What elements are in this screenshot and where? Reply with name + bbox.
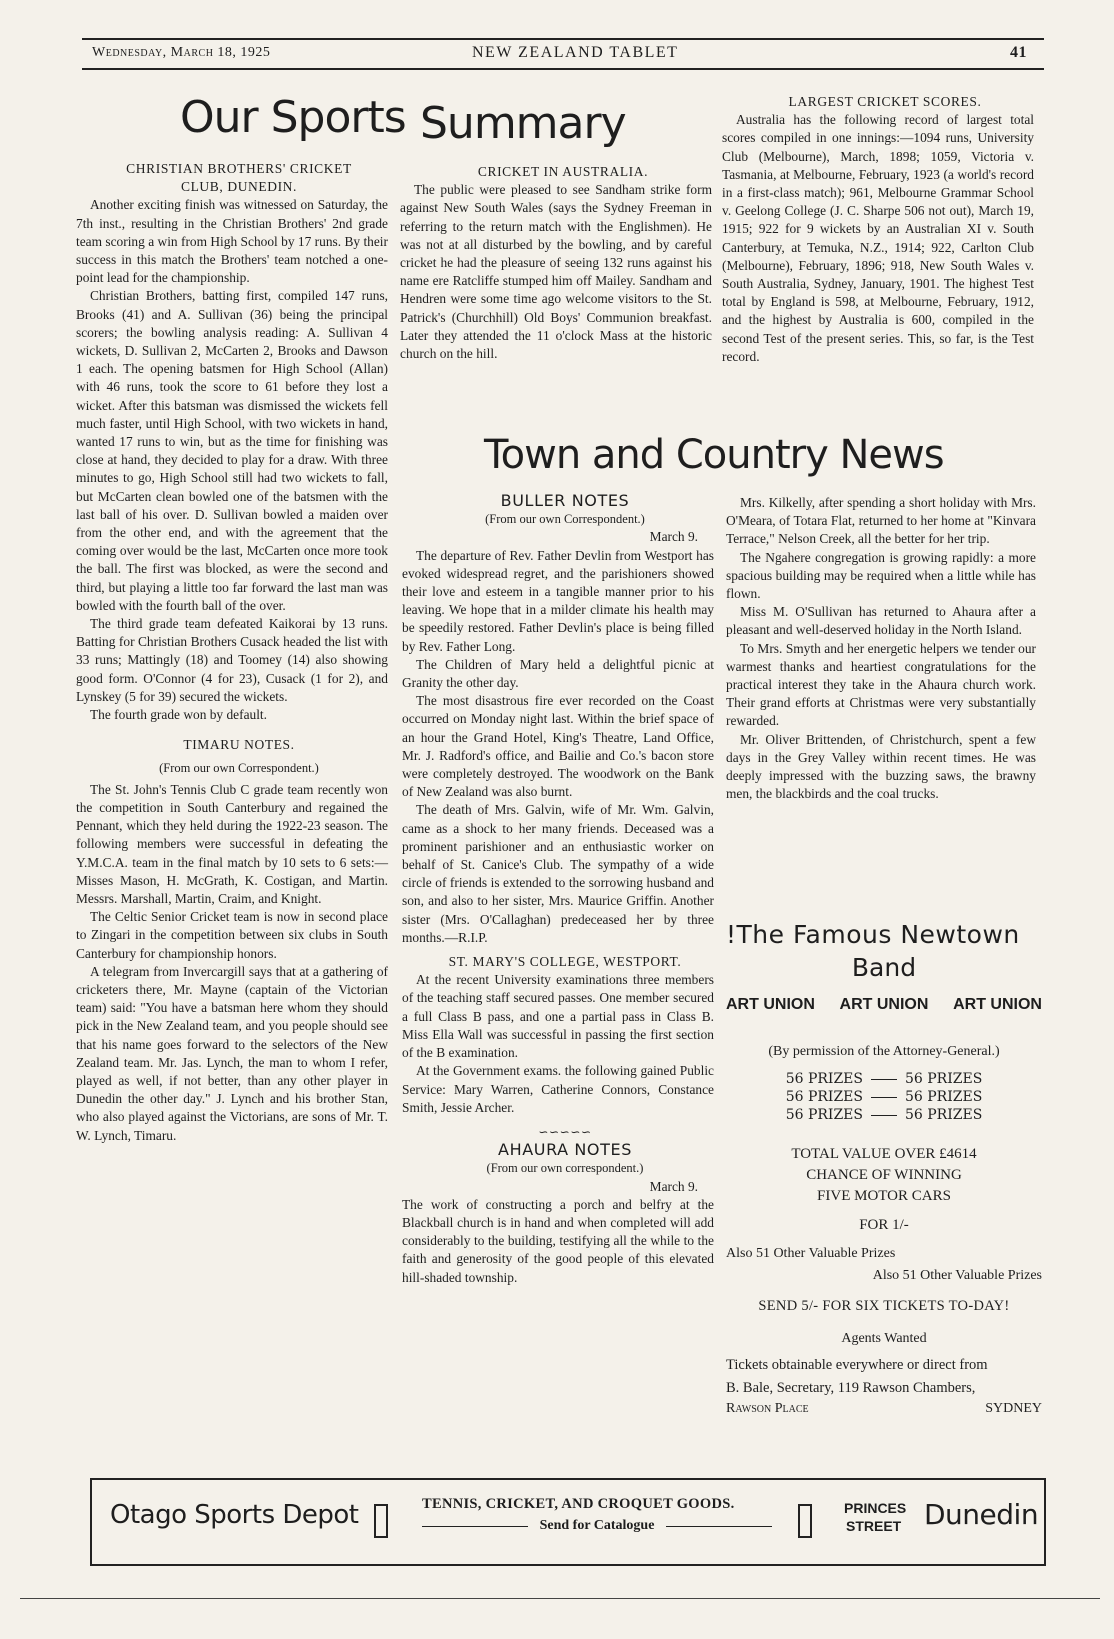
cbcc-para: The third grade team defeated Kaikorai by 13 runs. Batting for Christian Brothers Cusack headed the list with 33 runs; Mattingly (18) and Toomey (14) also showing good form. O'Connor (4 for 23), Cusack (1 for 2), and Lynskey (5 for 39) secured the wickets. <box>76 616 388 704</box>
cbcc-para: The fourth grade won by default. <box>90 707 267 723</box>
brand-name: Otago Sports Depot <box>110 1500 359 1530</box>
timaru-para: The St. John's Tennis Club C grade team recently won the competition in South Canterbury and regained the Pennant, which they held during the 1922-23 season. The following members were successful in defeating the Y.M.C.A. team in the final match by 10 sets to 6 sets:—Misses Mason, H. McGrath, K. Costigan, and Martin. Messrs. Marshall, Martin, Craim, and Knight. <box>76 781 388 906</box>
prize-row <box>726 1070 1042 1088</box>
ahaura-sub: (From our own correspondent.) <box>486 1161 644 1176</box>
prize-row <box>726 1106 1042 1124</box>
column-sports-left <box>76 160 388 1145</box>
ahaura-date: March 9. <box>649 1178 698 1194</box>
issue-date: Wednesday, March 18, 1925 <box>92 45 271 60</box>
cricket-australia-heading: CRICKET IN AUSTRALIA. <box>477 164 649 179</box>
also-prizes-1: Also 51 Other Valuable Prizes <box>726 1246 896 1261</box>
tickets-line: Tickets obtainable everywhere or direct from <box>726 1357 988 1373</box>
advert-title-line-2: Band <box>851 953 917 982</box>
page-bottom-rule <box>20 1598 1100 1599</box>
prize-label: 56 PRIZES <box>785 1107 863 1123</box>
princes-label: PRINCES <box>844 1500 907 1516</box>
ahaura-right-para: Mr. Oliver Brittenden, of Christchurch, spent a few days in the Grey Valley within recent times. He was deeply impressed with the buzzing saws, the brawny men, the blackbirds and the coal trucks. <box>726 731 1036 802</box>
agents-wanted: Agents Wanted <box>841 1331 927 1346</box>
secretary-line: B. Bale, Secretary, 119 Rawson Chambers, <box>726 1380 976 1396</box>
column-town-middle <box>402 492 714 1287</box>
art-union-label: ART UNION <box>726 996 815 1013</box>
advert-title-line-1: !The Famous Newtown <box>726 920 1020 949</box>
ahaura-right-para: Miss M. O'Sullivan has returned to Ahaura after a pleasant and well-deserved holiday in the North Island. <box>726 604 1036 638</box>
total-value: TOTAL VALUE OVER £4614 <box>791 1146 977 1162</box>
price-line: FOR 1/- <box>859 1217 909 1233</box>
ahaura-heading: AHAURA NOTES <box>498 1140 632 1160</box>
prizes-list <box>726 1070 1042 1124</box>
buller-para: The death of Mrs. Galvin, wife of Mr. Wm. Galvin, came as a shock to her many friends. Deceased was a prominent parishioner and an enthusiastic worker on behalf of St. Canice's Club. The sympathy of a wide circle of friends is extended to the sorrowing husband and son, and also to her sister, Mrs. Maurice Griffin. Another sister (Mrs. O'Callaghan) predeceased her by three months.—R.I.P. <box>402 802 714 945</box>
art-union-row <box>726 996 1042 1014</box>
goods-line: TENNIS, CRICKET, AND CROQUET GOODS. <box>422 1496 735 1512</box>
prize-label: 56 PRIZES <box>905 1107 983 1123</box>
buller-sub: (From our own Correspondent.) <box>485 512 645 527</box>
send-tickets: SEND 5/- FOR SIX TICKETS TO-DAY! <box>758 1298 1010 1314</box>
street-label: STREET <box>846 1518 902 1534</box>
cbcc-heading-1: CHRISTIAN BROTHERS' CRICKET <box>126 161 352 176</box>
st-marys-para: At the recent University examinations three members of the teaching staff secured passes. One member secured a full Class B pass, and one a partial pass in Class B. Miss Ella Wall was successful in passing the first section of the B examination. <box>402 972 714 1061</box>
bracket-left <box>374 1504 388 1538</box>
bracket-right <box>798 1504 812 1538</box>
catalogue-label: Send for Catalogue <box>539 1518 655 1533</box>
prize-label: 56 PRIZES <box>785 1089 863 1105</box>
prize-label: 56 PRIZES <box>785 1071 863 1087</box>
timaru-heading: TIMARU NOTES. <box>183 737 295 753</box>
newtown-band-advert <box>726 920 1042 1417</box>
ahaura-right-para: To Mrs. Smyth and her energetic helpers we tender our warmest thanks and heartiest congratulations for the practical interest they take in the Ahaura church work. Their grand efforts at Christmas were very substantially rewarded. <box>726 640 1036 729</box>
prize-label: 56 PRIZES <box>905 1089 983 1105</box>
city-label: SYDNEY <box>985 1401 1042 1416</box>
cricket-australia-para: The public were pleased to see Sandham strike form against New South Wales (says the Sydney Freeman in referring to the return match with the Englishmen). He was not at all disturbed by the bowling, and by careful cricket he had the pleasure of seeing 132 runs against his name ere Ratcliffe stumped him off Mailey. Sandham and Hendren were some time ago welcome visitors to the St. Patrick's (Churchhill) Old Boys' Communion breakfast. Later they attended the 11 o'clock Mass at the historic church on the hill. <box>400 182 712 362</box>
ahaura-right-para: The Ngahere congregation is growing rapidly: a more spacious building may be required when a little while has flown. <box>726 549 1036 602</box>
largest-scores-para: Australia has the following record of largest total scores compiled in one innings:—1094 runs, University Club (Melbourne), March, 1898; 1059, Victoria v. Tasmania, at Melbourne, February, 1923 (a world's record in a first-class match); 961, Melbourne Grammar School v. Geelong College (J. C. Sharpe 506 not out), March 19, 1915; 922 for 9 wickets by an Australian XI v. South Canterbury, at Temuka, N.Z., 1914; 922, Carlton Club (Melbourne), February, 1896; 918, New South Wales v. South Australia, Sydney, January, 1901. The highest Test total by England is 598, at Melbourne, February, 1912, and the highest by Australia is 600, compiled in the second Test of the present series. This, so far, is the Test record. <box>722 112 1034 364</box>
place-row <box>726 1401 1042 1417</box>
ahaura-para: The work of constructing a porch and belfry at the Blackball church is in hand and when completed will add considerably to the building, testifying all the while to the faith and generosity of the good people of this elevated hill-shaded township. <box>402 1196 714 1285</box>
buller-date: March 9. <box>649 529 698 545</box>
column-cricket-australia <box>400 163 712 363</box>
otago-sports-depot-advert <box>90 1478 1046 1566</box>
buller-para: The departure of Rev. Father Devlin from Westport has evoked widespread regret, and the parishioners showed their love and esteem in a tangible manner prior to his leaving. We hope that in a milder climate his health may be speedily restored. Father Devlin's place is being filled by Rev. Father Long. <box>402 547 714 654</box>
art-union-label: ART UNION <box>953 996 1042 1013</box>
st-marys-para: At the Government exams. the following gained Public Service: Mary Warren, Catherine Connors, Constance Smith, Jessie Archer. <box>402 1063 714 1115</box>
header-top-rule <box>82 38 1044 40</box>
chance-line: CHANCE OF WINNING <box>806 1167 962 1183</box>
timaru-para: The Celtic Senior Cricket team is now in second place to Zingari in the competition between six clubs in South Canterbury for championship honors. <box>76 909 388 961</box>
permission-note: (By permission of the Attorney-General.) <box>768 1044 1000 1059</box>
place-label: Rawson Place <box>726 1401 809 1416</box>
catalogue-line <box>422 1518 772 1534</box>
prize-label: 56 PRIZES <box>905 1071 983 1087</box>
timaru-para: A telegram from Invercargill says that at a gathering of cricketers there, Mr. Mayne (captain of the Victorian team) said: "You have a batsman here whom they should pick in the New Zealand team, and you people should see that his name goes forward to the selectors of the New Zealand team. Mr. Jas. Lynch, the man to whom I refer, played as well, if not better, than any other player in Dunedin the other day." J. Lynch and his brother Stan, who also played against the Victorians, are sons of Mr. T. W. Lynch, Timaru. <box>76 963 388 1143</box>
buller-para: The most disastrous fire ever recorded on the Coast occurred on Monday night last. Within the brief space of an hour the Grand Hotel, King's Theatre, Land Office, Mr. J. Radford's office, and Bailie and Co.'s bacon store were completely destroyed. The woodwork on the Bank of New Zealand was also burnt. <box>402 693 714 800</box>
page-number: 41 <box>1010 44 1027 61</box>
header-bottom-rule <box>82 68 1044 70</box>
sports-title-left: Our Sports <box>180 92 406 143</box>
sports-title-right: Summary <box>420 98 626 149</box>
masthead-title: NEW ZEALAND TABLET <box>472 44 679 61</box>
cbcc-para: Christian Brothers, batting first, compiled 147 runs, Brooks (41) and A. Sullivan (36) being the principal scorers; the bowling analysis reading: A. Sullivan 4 wickets, D. Sullivan 2, McCarten 2, Brooks and Dawson 1 each. The opening batsmen for High School (Allan) with 46 runs, took the score to 61 before they lost a wicket. After this batsman was dismissed the wickets fell much faster, until High School, with two wickets in hand, wanted 17 runs to win, but as the time for finishing was close at hand, they decided to play for a draw. With three minutes to go, High School still had two wickets to fall, but McCarten clean bowled one of the batsmen with the last ball of his over. D. Sullivan bowled a maiden over from the other end, and with the agreement that the coming over would be the last, McCarten once more took the ball. The first was blocked, as were the second and third, but playing a little too far forward the last man was bowled with the fourth ball of the over. <box>76 288 388 613</box>
column-largest-scores <box>722 93 1034 366</box>
town-country-title: Town and Country News <box>484 432 944 478</box>
column-town-right <box>726 494 1036 803</box>
buller-heading: BULLER NOTES <box>500 491 630 510</box>
prize-row <box>726 1088 1042 1106</box>
art-union-label: ART UNION <box>839 996 929 1013</box>
also-prizes-2: Also 51 Other Valuable Prizes <box>872 1268 1042 1283</box>
buller-para: The Children of Mary held a delightful picnic at Granity the other day. <box>402 656 714 691</box>
st-marys-heading: ST. MARY'S COLLEGE, WESTPORT. <box>448 954 682 970</box>
largest-scores-heading: LARGEST CRICKET SCORES. <box>788 94 982 109</box>
city-name: Dunedin <box>924 1498 1039 1531</box>
timaru-sub: (From our own Correspondent.) <box>159 760 319 775</box>
cbcc-heading-2: CLUB, DUNEDIN. <box>180 179 298 195</box>
ornament-divider: ∽∽∽∽∽ <box>538 1124 592 1139</box>
motor-cars-line: FIVE MOTOR CARS <box>817 1188 951 1204</box>
ahaura-right-para: Mrs. Kilkelly, after spending a short holiday with Mrs. O'Meara, of Totara Flat, returned to her home at "Kinvara Terrace," Nelson Creek, all the better for her trip. <box>726 495 1036 547</box>
cbcc-para: Another exciting finish was witnessed on Saturday, the 7th inst., resulting in the Christian Brothers' 2nd grade team scoring a win from High School by 17 runs. By their success in this match the Brothers' team notched a one-point lead for the championship. <box>76 197 388 286</box>
